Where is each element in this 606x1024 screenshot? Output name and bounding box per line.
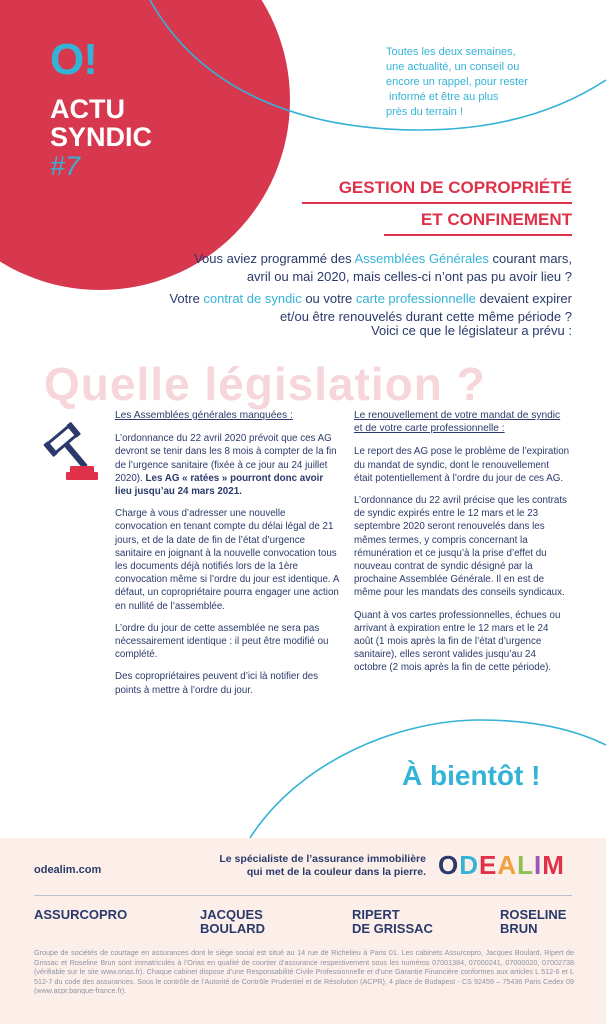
paragraph: L’ordre du jour de cette assemblée ne sera pas nécessairement identique : il peut être modifié ou complété. (115, 622, 329, 661)
intro-paragraph-1 (72, 250, 572, 286)
section-heading: Quelle législation ? (44, 358, 486, 410)
cabinet-assurcopro (34, 908, 127, 922)
paragraph (115, 432, 339, 498)
intro-blurb (386, 45, 566, 120)
intro-line: encore un rappel, pour rester (386, 76, 528, 88)
footer-divider (34, 895, 572, 896)
title-underline (384, 234, 572, 236)
text: L’ordonnance du 22 avril 2020 prévoit que ces AG devront se tenir dans les 8 mois à compter de la fin de l’urgence sanitaire (fixée à ce jour au 24 juillet 2020). (115, 433, 337, 484)
bold-text: Les AG « ratées » pourront donc avoir lieu jusqu’au 24 mars 2021. (115, 472, 324, 498)
intro-line: près du terrain ! (386, 106, 464, 118)
cabinet-ripert-de-grissac (352, 908, 433, 936)
cabinet-roseline-brun (500, 908, 566, 936)
text: Vous aviez programmé des (194, 251, 355, 266)
logo-letter: E (479, 850, 498, 880)
tagline-line: Le spécialiste de l’assurance immobilière (219, 853, 426, 865)
cabinet-name: ROSELINE (500, 907, 567, 922)
cabinet-name: DE GRISSAC (352, 921, 433, 936)
cabinet-name: JACQUES (200, 907, 263, 922)
logo-letter: O (438, 850, 460, 880)
right-column (354, 409, 570, 684)
page-title-line2: ET CONFINEMENT (420, 210, 572, 229)
left-column (115, 409, 339, 706)
intro-line: informé et être au plus (386, 91, 499, 103)
intro-line: Toutes les deux semaines, (386, 46, 516, 58)
cabinet-jacques-boulard (200, 908, 265, 936)
page-title-line1: GESTION DE COPROPRIÉTÉ (338, 178, 572, 197)
logo-letter: D (459, 850, 480, 880)
logo-title (50, 95, 152, 152)
intro-paragraph-3: Voici ce que le législateur a prévu : (371, 323, 572, 338)
logo-letter: I (534, 850, 543, 880)
tagline (206, 853, 426, 879)
paragraph: Charge à vous d’adresser une nouvelle convocation en tenant compte du délai légal de 21 jours, et de la date de fin de l’état d’urgence sanitaire en joignant à la nouvelle convocation tous les documents déjà notifiés lors de la 1ère convocation même si l’ordre du jour est identique. A défaut, un copropriétaire pourra engager une action en nullité de l’assemblée. (115, 508, 339, 612)
highlight-carte: carte professionnelle (355, 291, 476, 306)
logo-letter: M (542, 850, 565, 880)
logo-letter: A (497, 850, 518, 880)
text: ou votre (301, 291, 356, 306)
title-underline (302, 202, 572, 204)
cabinet-name: ASSURCOPRO (34, 907, 128, 922)
legal-notice: Groupe de sociétés de courtage en assurances dont le siège social est situé au 14 rue de Richelieu à Paris 01. Les cabinets Assurcopro, Jacques Boulard, Ripert de Grissac et Roseline Brun sont immatriculés à l’Orias en qualité de courtier d’assurance respectivement sous les numéros 07001384, 07000241, 07000020, 07002738 (vérifiable sur le site www.orias.fr). Chaque cabinet dispose d’une Responsabilité Civile Professionnelle et d’une Garantie Financière conformes aux articles L 512-6 et L 512-7 du code des assurances. Sous le contrôle de l’Autorité de Contrôle Prudentiel et de Résolution (ACPR), 4 place de Budapest - CS 92459 – 75436 Paris Cedex 09 (www.acpr.banque-france.fr). (34, 948, 574, 996)
paragraph: Quant à vos cartes professionnelles, échues ou arrivant à expiration entre le 12 mars et le 24 août (1 mois après la fin de l’état d’urgence sanitaire), elles seront valides jusqu’au 24 octobre (2 mois après la fin de cette période). (354, 609, 561, 674)
issue-number: #7 (50, 151, 81, 181)
intro-line: une actualité, un conseil ou (386, 61, 520, 73)
paragraph: L’ordonnance du 22 avril précise que les contrats de syndic expirés entre le 12 mars et le 23 septembre 2020 seront renouvelés dans les mêmes termes, y compris concernant la rémunération et ce jusqu’à la prise d’effet du nouveau contrat de syndic désigné par la prochaine Assemblée Générale. Il en est de même pour les mandats des conseils syndicaux. (354, 495, 567, 599)
paragraph: Des copropriétaires peuvent d’ici là notifier des points à mettre à l’ordre du jour. (115, 671, 319, 696)
gavel-icon (36, 420, 104, 488)
column-heading: Les Assemblées générales manquées : (115, 410, 293, 421)
logo-letter: L (517, 850, 535, 880)
highlight-assemblees: Assemblées Générales (354, 251, 489, 266)
intro-paragraph-2 (72, 290, 572, 326)
cabinet-name: BOULARD (200, 921, 265, 936)
column-heading: Le renouvellement de votre mandat de syndic et de votre carte professionnelle : (354, 410, 561, 435)
website-link[interactable]: odealim.com (34, 864, 102, 876)
text: avril ou mai 2020, mais celles-ci n’ont pas pu avoir lieu ? (246, 269, 572, 284)
tagline-line: qui met de la couleur dans la pierre. (246, 866, 426, 878)
text: Votre (169, 291, 204, 306)
text: et/ou être renouvelés durant cette même période ? (280, 309, 572, 324)
logo-mark: O! (50, 35, 97, 84)
highlight-contrat: contrat de syndic (203, 291, 302, 306)
logo-line-syndic: SYNDIC (50, 122, 153, 153)
paragraph: Le report des AG pose le problème de l’expiration du mandat de syndic, dont le renouvellement était potentiellement à l’ordre du jour de ces AG. (354, 446, 570, 484)
odealim-logo (438, 850, 565, 881)
text: devaient expirer (475, 291, 572, 306)
cabinet-name: RIPERT (352, 907, 400, 922)
text: courant mars, (488, 251, 572, 266)
logo-line-actu: ACTU (50, 94, 125, 124)
closing-text: À bientôt ! (402, 760, 541, 791)
cabinet-name: BRUN (500, 921, 538, 936)
